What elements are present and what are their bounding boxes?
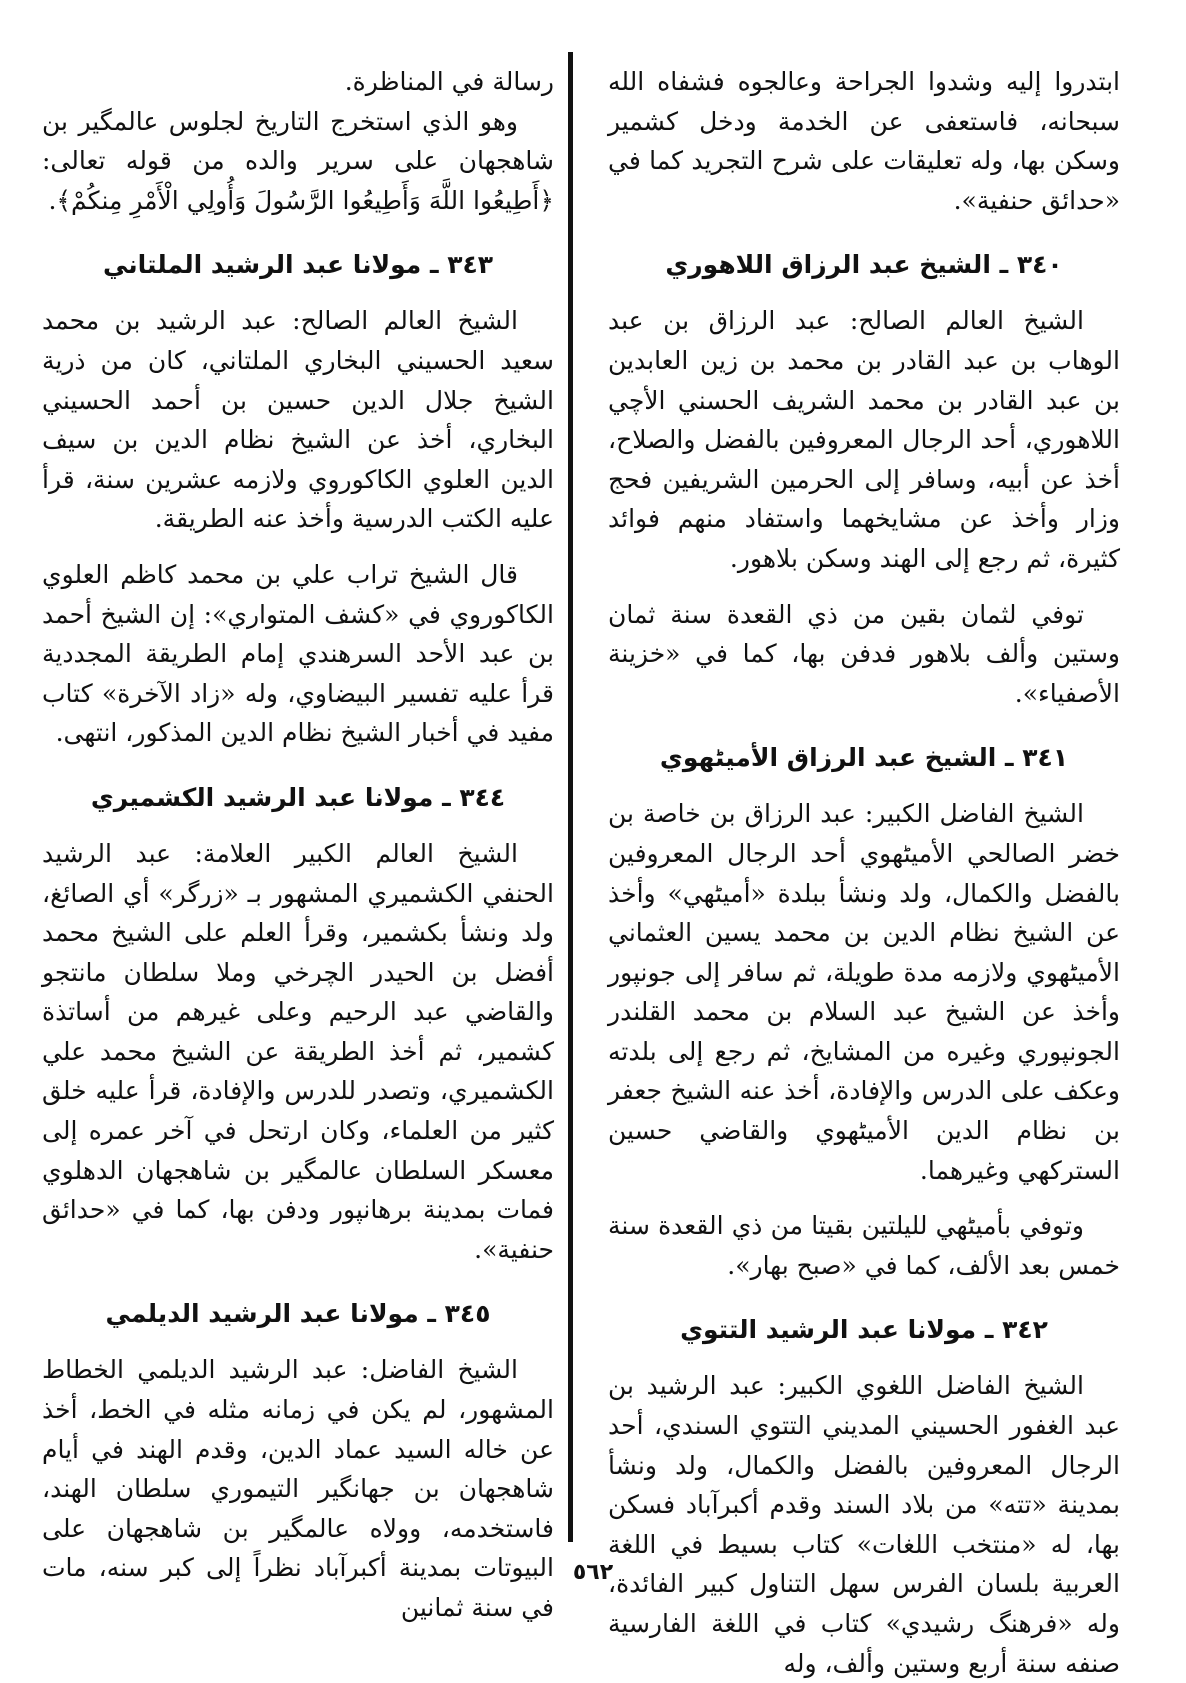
entry-heading-343: ٣٤٣ ـ مولانا عبد الرشيد الملتاني [102,250,494,280]
page-number: ٥٦٢ [572,1560,614,1585]
entry-341-paragraph-2: وتوفي بأميٹهي لليلتين بقيتا من ذي القعدة سنة خمس بعد الألف، كما في «صبح بهار». [608,1211,1120,1280]
entry-344-paragraph-1: الشيخ العالم الكبير العلامة: عبد الرشيد الحنفي الكشميري المشهور بـ «زرگر» أي الصائغ، ولد ونشأ بكشمير، وقرأ العلم على الشيخ محمد أفضل بن الحيدر الچرخي وملا سلطان مانتجو والقاضي عبد الرحيم وعلى غيرهم من أساتذة كشمير، ثم أخذ الطريقة عن الشيخ محمد علي الكشميري، وتصدر للدرس والإفادة، قرأ عليه خلق كثير من العلماء، وكان ارتحل في آخر عمره إلى معسكر السلطان عالمگير بن شاهجهان الدهلوي فمات بمدينة برهانپور ودفن بها، كما في «حدائق حنفية». [42,838,554,1264]
entry-342-paragraph-1: الشيخ الفاضل اللغوي الكبير: عبد الرشيد بن عبد الغفور الحسيني المديني التتوي السندي، أحد الرجال المعروفين بالفضل والكمال، ولد ونشأ بمدينة «تته» من بلاد السند وقدم أكبرآباد فسكن بها، له «منتخب اللغات» كتاب بسيط في اللغة العربية بلسان الفرس سهل التناول كبير الفائدة، وله «فرهنگ رشيدي» كتاب في اللغة الفارسية صنفه سنة أربع وستين وألف، وله [608,1371,1120,1678]
entry-heading-342: ٣٤٢ ـ مولانا عبد الرشيد التتوي [680,1315,1048,1345]
entry-340-paragraph-1: الشيخ العالم الصالح: عبد الرزاق بن عبد الوهاب بن عبد القادر بن محمد بن زين العابدين بن عبد القادر بن محمد الشريف الحسني الأچي اللاهوري، أحد الرجال المعروفين بالفضل والصلاح، أخذ عن أبيه، وسافر إلى الحرمين الشريفين فحج وزار وأخذ عن مشايخهما واستفاد منهم فوائد كثيرة، ثم رجع إلى الهند وسكن بلاهور. [608,306,1120,573]
left-intro-line-1: رسالة في المناظرة. [344,67,554,96]
entry-heading-341: ٣٤١ ـ الشيخ عبد الرزاق الأميٹهوي [659,743,1069,773]
entry-345-paragraph-1: الشيخ الفاضل: عبد الرشيد الديلمي الخطاط المشهور، لم يكن في زمانه مثله في الخط، أخذ عن خاله السيد عماد الدين، وقدم الهند في أيام شاهجهان بن جهانگير التيموري سلطان الهند، فاستخدمه، وولاه عالمگير بن شاهجهان على البيوتات بمدينة أكبرآباد نظراً إلى كبر سنه، مات في سنة ثمانين [42,1355,554,1622]
left-intro-line-2: وهو الذي استخرج التاريخ لجلوس عالمگير بن شاهجهان على سرير والده من قوله تعالى: ﴿أَطِيعُوا اللَّهَ وَأَطِيعُوا الرَّسُولَ وَأُولِي الْأَمْرِ مِنكُمْ﴾. [42,106,554,215]
left-column [42,62,554,1628]
entry-343-paragraph-1: الشيخ العالم الصالح: عبد الرشيد بن محمد سعيد الحسيني البخاري الملتاني، كان من ذرية الشيخ جلال الدين حسين بن أحمد الحسيني البخاري، أخذ عن الشيخ نظام الدين بن سيف الدين العلوي الكاكوروي ولازمه عشرين سنة، قرأ عليه الكتب الدرسية وأخذ عنه الطريقة. [42,306,554,534]
entry-340-paragraph-2: توفي لثمان بقين من ذي القعدة سنة ثمان وستين وألف بلاهور فدفن بها، كما في «خزينة الأصفياء». [608,599,1120,708]
entry-heading-344: ٣٤٤ ـ مولانا عبد الرشيد الكشميري [90,782,506,812]
entry-heading-340: ٣٤٠ ـ الشيخ عبد الرزاق اللاهوري [665,250,1063,280]
right-column [608,62,1120,1683]
right-intro: ابتدروا إليه وشدوا الجراحة وعالجوه فشفاه الله سبحانه، فاستعفى عن الخدمة ودخل كشمير وسكن بها، وله تعليقات على شرح التجريد كما في «حدائق حنفية». [608,67,1120,215]
entry-343-paragraph-2: قال الشيخ تراب علي بن محمد كاظم العلوي الكاكوروي في «كشف المتواري»: إن الشيخ أحمد بن عبد الأحد السرهندي إمام الطريقة المجددية قرأ عليه تفسير البيضاوي، وله «زاد الآخرة» كتاب مفيد في أخبار الشيخ نظام الدين المذكور، انتهى. [42,559,554,748]
entry-341-paragraph-1: الشيخ الفاضل الكبير: عبد الرزاق بن خاصة بن خضر الصالحي الأميٹهوي أحد الرجال المعروفين بالفضل والكمال، ولد ونشأ ببلدة «أميٹهي» وأخذ عن الشيخ نظام الدين بن محمد يسين العثماني الأميٹهوي ولازمه مدة طويلة، ثم سافر إلى جونپور وأخذ عن الشيخ عبد السلام بن محمد القلندر الجونپوري وغيره من المشايخ، ثم رجع إلى بلدته وعكف على الدرس والإفادة، أخذ عنه الشيخ جعفر بن نظام الدين الأميٹهوي والقاضي حسين الستركهي وغيرهما. [608,799,1120,1185]
column-divider [568,52,573,1542]
entry-heading-345: ٣٤٥ ـ مولانا عبد الرشيد الديلمي [105,1299,491,1329]
